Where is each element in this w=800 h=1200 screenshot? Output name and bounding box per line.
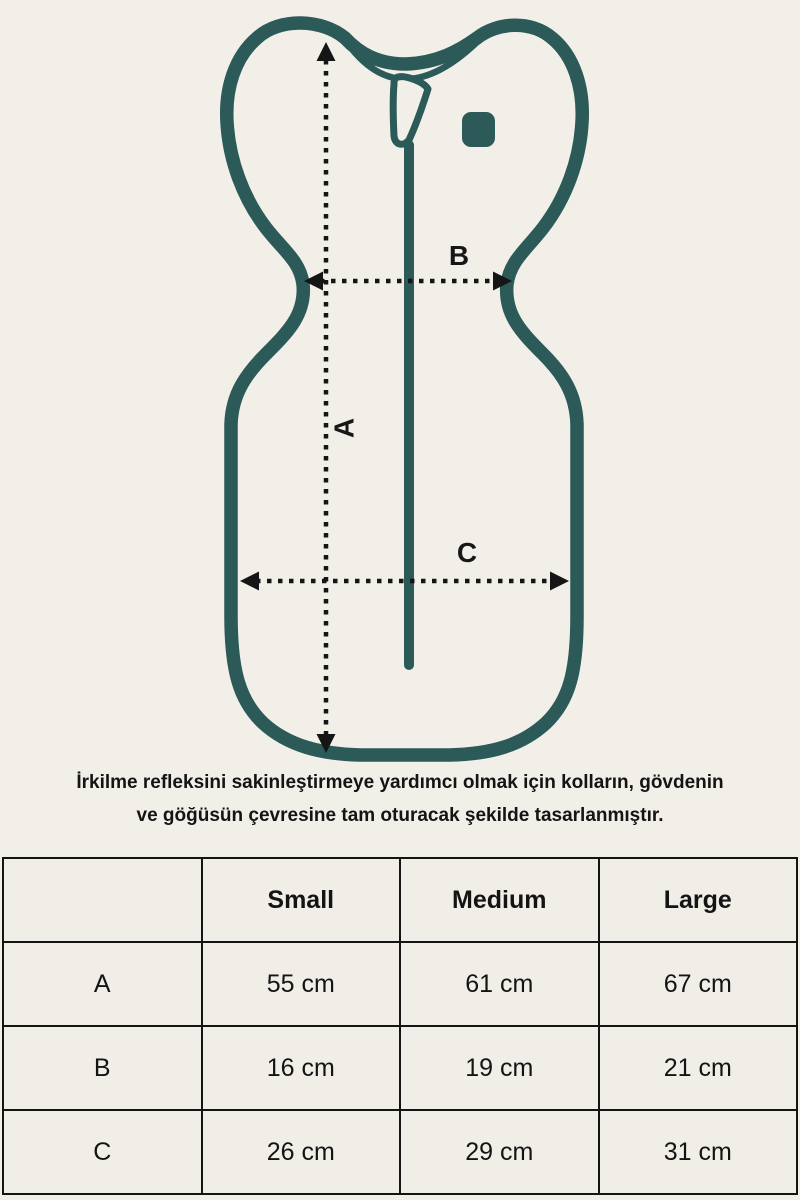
row-label: C bbox=[3, 1110, 202, 1194]
table-header-row bbox=[3, 858, 797, 942]
zipper-pull-icon bbox=[393, 77, 428, 145]
dimension-c-label: C bbox=[456, 537, 478, 568]
table-header-empty bbox=[3, 858, 202, 942]
cell-value: 16 cm bbox=[202, 1026, 401, 1110]
table-header-medium: Medium bbox=[400, 858, 599, 942]
cell-value: 31 cm bbox=[599, 1110, 798, 1194]
row-label: B bbox=[3, 1026, 202, 1110]
table-row-a bbox=[3, 942, 797, 1026]
cell-value: 61 cm bbox=[400, 942, 599, 1026]
dimension-a bbox=[317, 42, 360, 753]
dimension-b-label: B bbox=[448, 240, 470, 271]
description-line-2: ve göğüsün çevresine tam oturacak şekilde tasarlanmıştır. bbox=[136, 805, 664, 826]
table-row-b bbox=[3, 1026, 797, 1110]
table-row-c bbox=[3, 1110, 797, 1194]
table-header-large: Large bbox=[599, 858, 798, 942]
row-label: A bbox=[3, 942, 202, 1026]
dimension-a-label: A bbox=[328, 417, 360, 439]
arrow-left-icon bbox=[240, 572, 259, 591]
table-header-small: Small bbox=[202, 858, 401, 942]
cell-value: 19 cm bbox=[400, 1026, 599, 1110]
description-line-1: İrkilme refleksini sakinleştirmeye yardımcı olmak için kolların, gövdenin bbox=[76, 772, 724, 793]
cell-value: 55 cm bbox=[202, 942, 401, 1026]
cell-value: 21 cm bbox=[599, 1026, 798, 1110]
size-table bbox=[2, 857, 798, 1195]
chest-label-icon bbox=[462, 112, 495, 147]
description-text bbox=[0, 766, 800, 832]
cell-value: 67 cm bbox=[599, 942, 798, 1026]
cell-value: 29 cm bbox=[400, 1110, 599, 1194]
arrow-up-icon bbox=[317, 42, 336, 61]
arrow-right-icon bbox=[550, 572, 569, 591]
cell-value: 26 cm bbox=[202, 1110, 401, 1194]
